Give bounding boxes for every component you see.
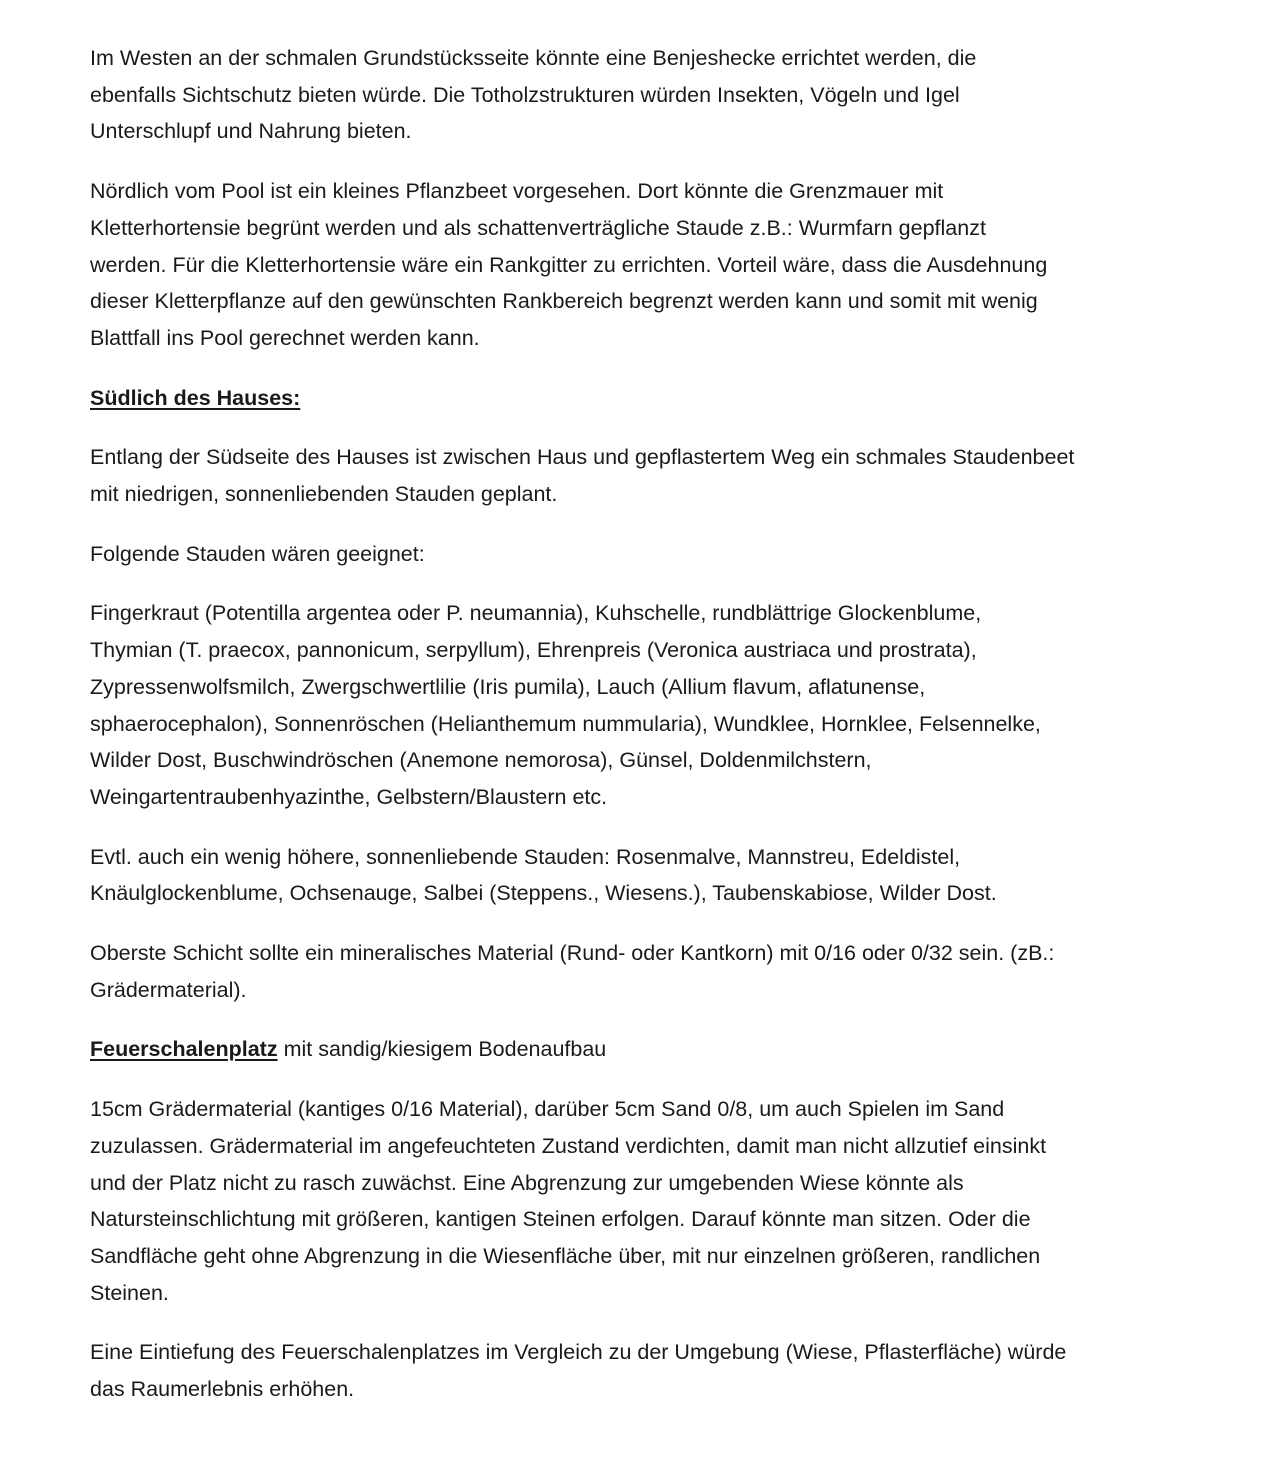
heading-feuerschalenplatz: Feuerschalenplatz (90, 1037, 278, 1062)
feuerschalenplatz-subtitle: mit sandig/kiesigem Bodenaufbau (277, 1037, 607, 1062)
paragraph-pflanzbeet: Nördlich vom Pool ist ein kleines Pflanzbeet vorgesehen. Dort könnte die Grenzmauer mit Kletterhortensie begrünt werden und als schattenverträgliche Staude z.B.: Wurmfarn gepflanzt werden. Für die Kletterhortensie wäre ein Rankgitter zu errichten. Vorteil wäre, dass die Ausdehnung dieser Kletterpflanze auf den gewünschten Rankbereich begrenzt werden kann und somit mit wenig Blattfall ins Pool gerechnet werden kann. (90, 179, 1048, 350)
paragraph-eintiefung: Eine Eintiefung des Feuerschalenplatzes im Vergleich zu der Umgebung (Wiese, Pflasterfläche) würde das Raumerlebnis erhöhen. (90, 1340, 1067, 1402)
paragraph-hoehere-stauden: Evtl. auch ein wenig höhere, sonnenliebende Stauden: Rosenmalve, Mannstreu, Edeldistel, Knäulglockenblume, Ochsenauge, Salbei (Steppens., Wiesens.), Taubenskabiose, Wilder Dost. (90, 844, 997, 906)
paragraph-stauden-liste: Fingerkraut (Potentilla argentea oder P. neumannia), Kuhschelle, rundblättrige Glockenblume, Thymian (T. praecox, pannonicum, serpyllum), Ehrenpreis (Veronica austriaca und prostrata), Zypressenwolfsmilch, Zwergschwertlilie (Iris pumila), Lauch (Allium flavum, aflatunense, sphaerocephalon), Sonnenröschen (Helianthemum nummularia), Wundklee, Hornklee, Felsennelke, Wilder Dost, Buschwindröschen (Anemone nemorosa), Günsel, Doldenmilchstern, Weingartentraubenhyazinthe, Gelbstern/Blaustern etc. (90, 601, 1041, 809)
paragraph-staudenbeet: Entlang der Südseite des Hauses ist zwischen Haus und gepflastertem Weg ein schmales Staudenbeet mit niedrigen, sonnenliebenden Stauden geplant. (90, 445, 1075, 507)
heading-suedlich-des-hauses: Südlich des Hauses: (90, 385, 301, 410)
paragraph-feuerschalenplatz-title (90, 1031, 1175, 1068)
document-page (90, 40, 1175, 1431)
paragraph-oberste-schicht: Oberste Schicht sollte ein mineralisches Material (Rund- oder Kantkorn) mit 0/16 oder 0/32 sein. (zB.: Grädermaterial). (90, 941, 1055, 1002)
paragraph-benjeshecke: Im Westen an der schmalen Grundstücksseite könnte eine Benjeshecke errichtet werden, die ebenfalls Sichtschutz bieten würde. Die Totholzstrukturen würden Insekten, Vögeln und Igel Unterschlupf und Nahrung bieten. (90, 46, 977, 144)
paragraph-bodenaufbau: 15cm Grädermaterial (kantiges 0/16 Material), darüber 5cm Sand 0/8, um auch Spielen im Sand zuzulassen. Grädermaterial im angefeuchteten Zustand verdichten, damit man nicht allzutief einsinkt und der Platz nicht zu rasch zuwächst. Eine Abgrenzung zur umgebenden Wiese könnte als Natursteinschlichtung mit größeren, kantigen Steinen erfolgen. Darauf könnte man sitzen. Oder die Sandfläche geht ohne Abgrenzung in die Wiesenfläche über, mit nur einzelnen größeren, randlichen Steinen. (90, 1097, 1047, 1305)
paragraph-stauden-intro: Folgende Stauden wären geeignet: (90, 541, 425, 566)
